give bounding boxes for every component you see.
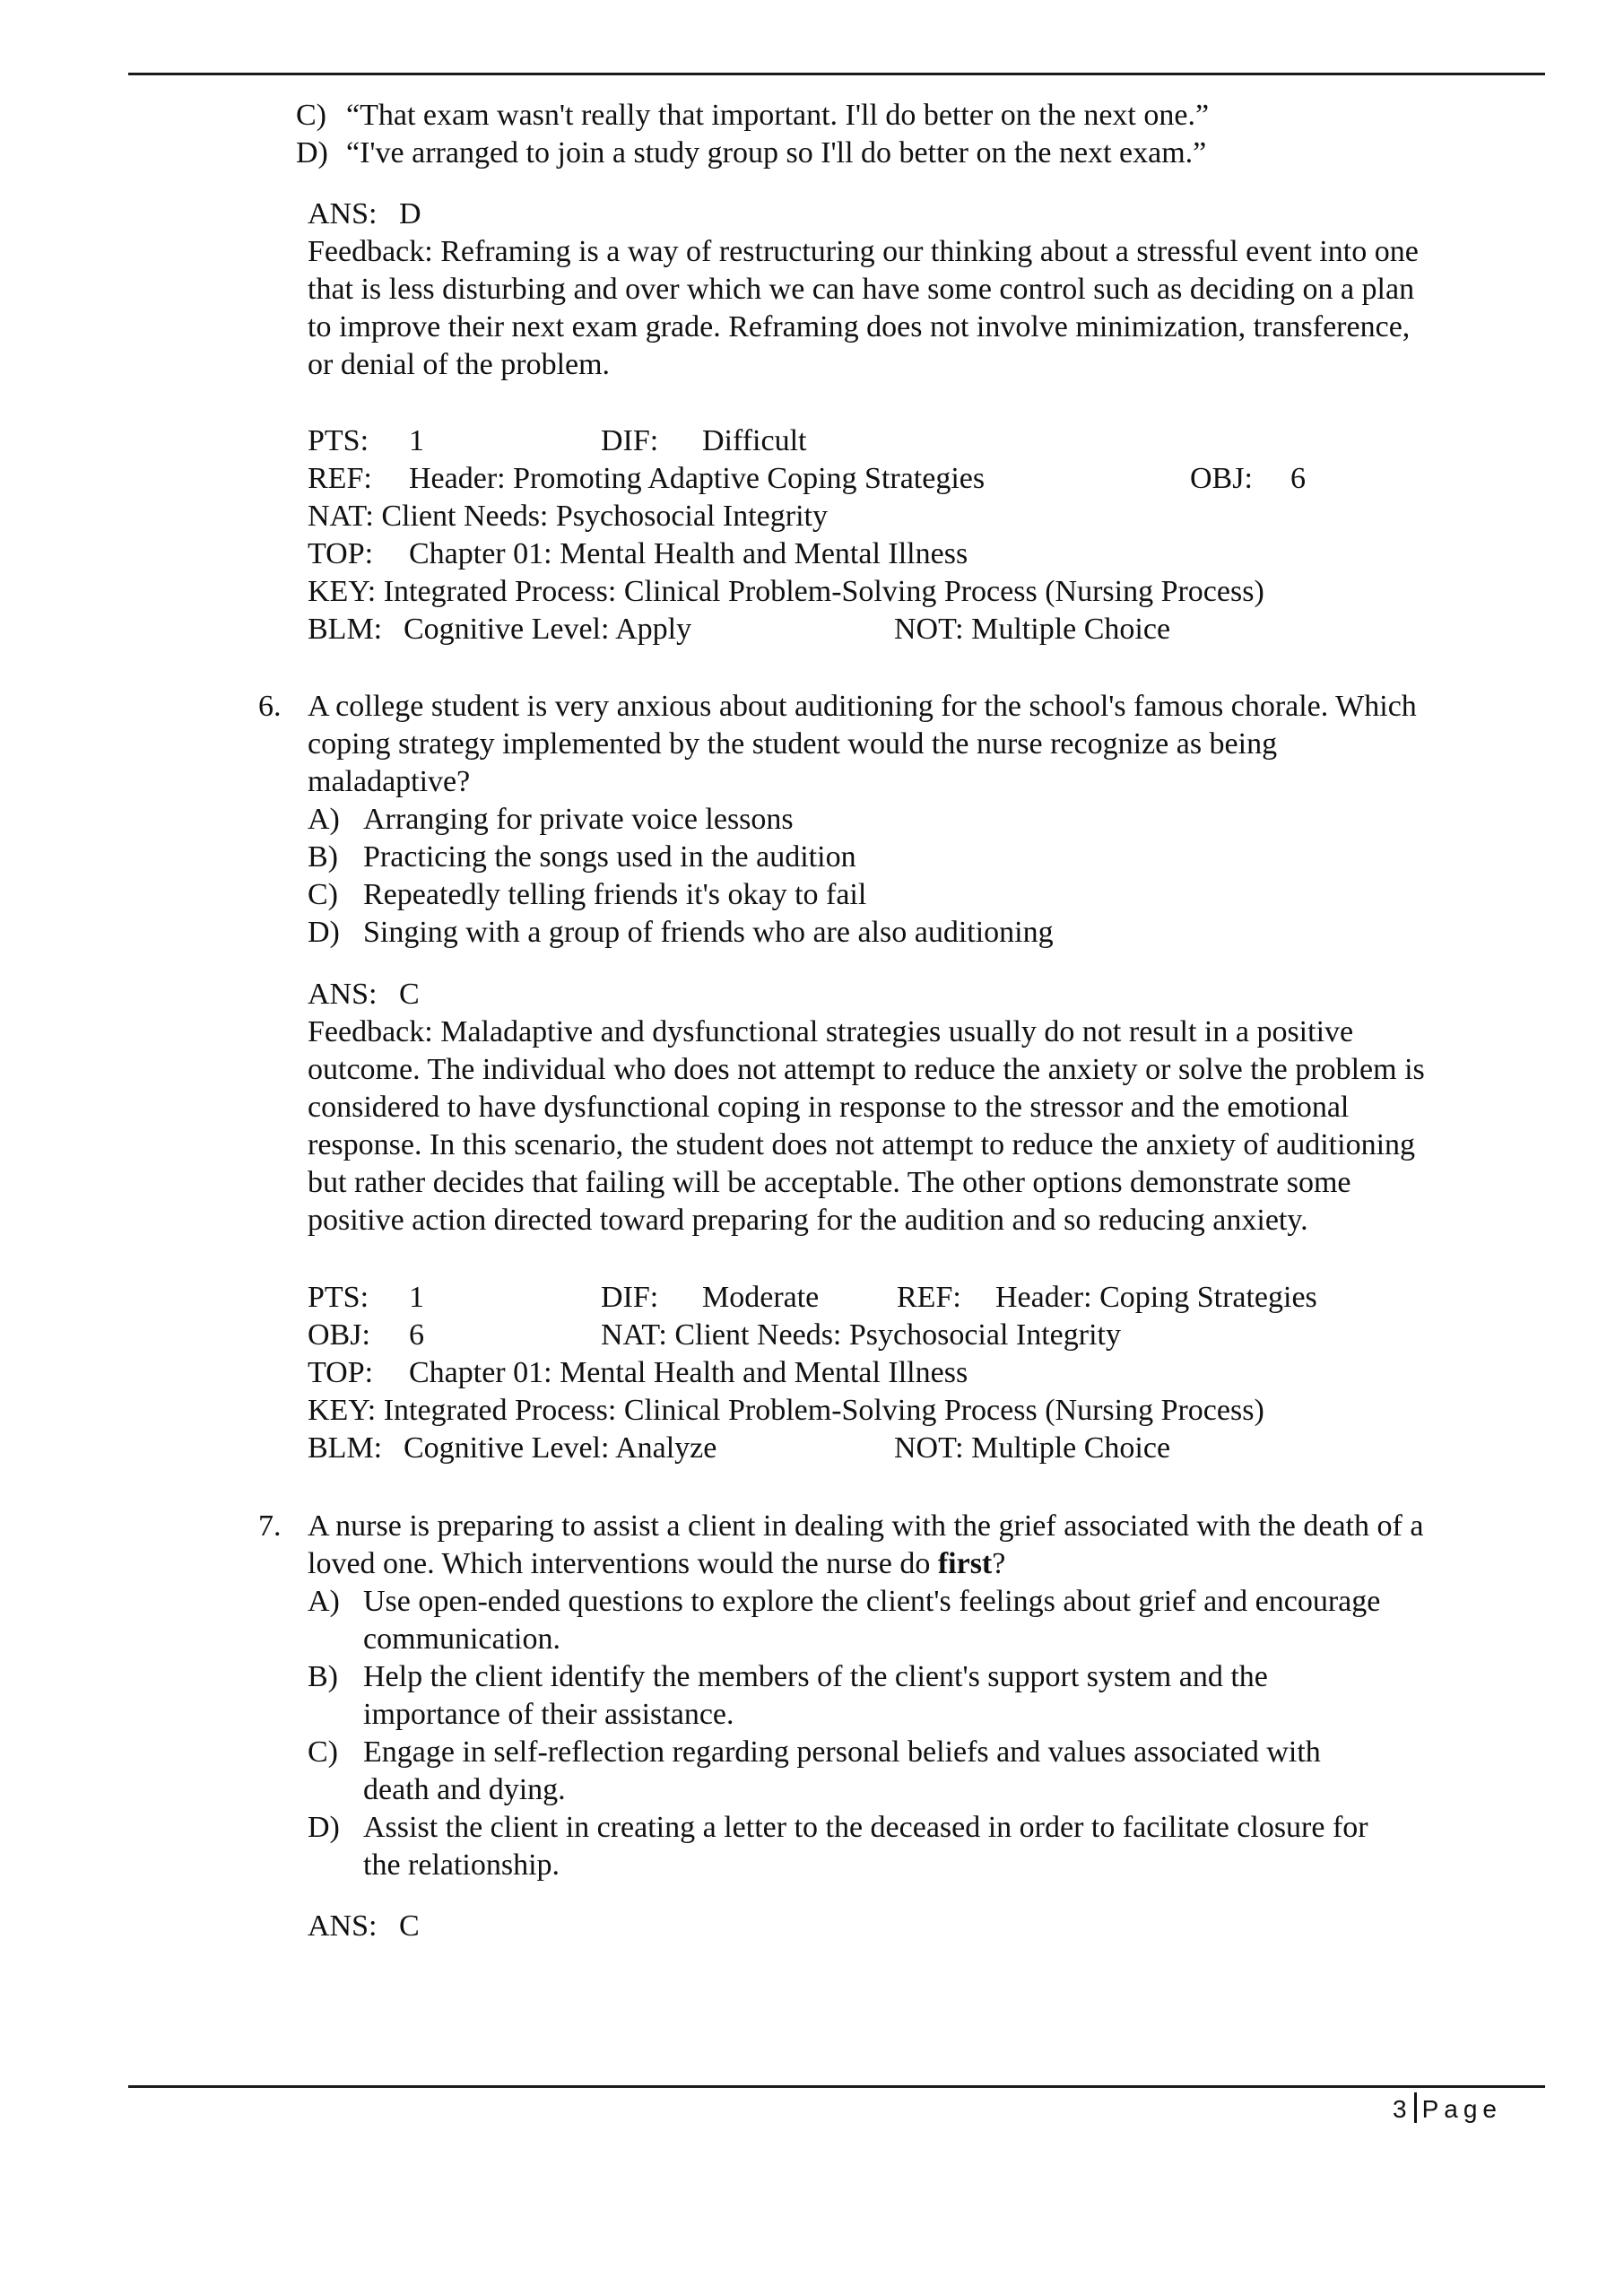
option-text: communication. — [363, 1622, 561, 1656]
option-text: “That exam wasn't really that important. I'll do better on the next one.” — [346, 99, 1210, 132]
meta-top-value: Chapter 01: Mental Health and Mental Illness — [409, 1356, 968, 1389]
page-footer — [1393, 2092, 1502, 2124]
option-letter: B) — [308, 840, 338, 874]
answer-value: C — [399, 1909, 420, 1943]
meta-top-value: Chapter 01: Mental Health and Mental Illness — [409, 537, 968, 570]
option-text: Singing with a group of friends who are also auditioning — [363, 916, 1054, 949]
meta-ref-label: REF: — [897, 1281, 961, 1314]
meta-pts-label: PTS: — [308, 424, 369, 457]
feedback-line: outcome. The individual who does not attempt to reduce the anxiety or solve the problem is — [308, 1053, 1425, 1086]
stem-emphasis: first — [937, 1547, 993, 1580]
answer-value: D — [399, 197, 421, 230]
feedback-line: Feedback: Maladaptive and dysfunctional strategies usually do not result in a positive — [308, 1015, 1354, 1048]
option-text: Repeatedly telling friends it's okay to fail — [363, 878, 867, 911]
option-text: Practicing the songs used in the audition — [363, 840, 856, 874]
question-stem-line: maladaptive? — [308, 765, 471, 798]
option-letter: C) — [308, 1735, 338, 1769]
meta-obj-value: 6 — [409, 1318, 424, 1352]
feedback-line: or denial of the problem. — [308, 348, 611, 381]
option-text: Engage in self-reflection regarding personal beliefs and values associated with — [363, 1735, 1321, 1769]
option-letter: A) — [308, 803, 340, 836]
option-letter: D) — [308, 916, 340, 949]
meta-nat: NAT: Client Needs: Psychosocial Integrity — [601, 1318, 1121, 1352]
question-stem-line — [308, 1545, 1005, 1583]
meta-pts-value: 1 — [409, 424, 424, 457]
meta-not: NOT: Multiple Choice — [894, 1431, 1171, 1465]
meta-key: KEY: Integrated Process: Clinical Problem-Solving Process (Nursing Process) — [308, 575, 1264, 608]
feedback-line: but rather decides that failing will be acceptable. The other options demonstrate some — [308, 1166, 1351, 1199]
page-label: Page — [1421, 2095, 1502, 2123]
question-stem-line: coping strategy implemented by the student would the nurse recognize as being — [308, 727, 1278, 761]
page-number: 3 — [1393, 2095, 1412, 2123]
option-text: importance of their assistance. — [363, 1698, 734, 1731]
option-letter: B) — [308, 1660, 338, 1693]
meta-pts-value: 1 — [409, 1281, 424, 1314]
meta-ref-value: Header: Promoting Adaptive Coping Strategies — [409, 462, 986, 495]
meta-dif-value: Moderate — [702, 1281, 820, 1314]
question-number: 7. — [258, 1509, 282, 1543]
question-stem-line: A nurse is preparing to assist a client in dealing with the grief associated with the death of a — [308, 1509, 1424, 1543]
meta-ref-label: REF: — [308, 462, 372, 495]
answer-label: ANS: — [308, 197, 378, 230]
feedback-line: Feedback: Reframing is a way of restructuring our thinking about a stressful event into one — [308, 235, 1419, 268]
meta-dif-value: Difficult — [702, 424, 807, 457]
meta-ref-value: Header: Coping Strategies — [995, 1281, 1317, 1314]
header-rule — [128, 73, 1545, 75]
answer-value: C — [399, 978, 420, 1011]
answer-label: ANS: — [308, 1909, 378, 1943]
meta-nat: NAT: Client Needs: Psychosocial Integrity — [308, 500, 828, 533]
option-letter: D) — [296, 136, 328, 170]
meta-top-label: TOP: — [308, 537, 374, 570]
stem-text: loved one. Which interventions would the nurse do — [308, 1547, 938, 1580]
option-text: “I've arranged to join a study group so I'll do better on the next exam.” — [346, 136, 1207, 170]
option-letter: A) — [308, 1585, 340, 1618]
option-text: Help the client identify the members of the client's support system and the — [363, 1660, 1268, 1693]
option-text: death and dying. — [363, 1773, 566, 1806]
footer-rule — [128, 2085, 1545, 2088]
feedback-line: considered to have dysfunctional coping in response to the stressor and the emotional — [308, 1091, 1350, 1124]
question-stem-line: A college student is very anxious about auditioning for the school's famous chorale. Which — [308, 690, 1417, 723]
option-text: Use open-ended questions to explore the client's feelings about grief and encourage — [363, 1585, 1381, 1618]
question-number: 6. — [258, 690, 282, 723]
feedback-line: to improve their next exam grade. Reframing does not involve minimization, transference, — [308, 310, 1411, 344]
meta-blm-value: Cognitive Level: Apply — [404, 613, 692, 646]
meta-blm-value: Cognitive Level: Analyze — [404, 1431, 717, 1465]
answer-label: ANS: — [308, 978, 378, 1011]
feedback-line: that is less disturbing and over which we can have some control such as deciding on a plan — [308, 273, 1415, 306]
meta-obj-label: OBJ: — [308, 1318, 370, 1352]
option-letter: C) — [296, 99, 326, 132]
meta-blm-label: BLM: — [308, 613, 383, 646]
page-separator — [1414, 2092, 1417, 2123]
option-letter: C) — [308, 878, 338, 911]
meta-blm-label: BLM: — [308, 1431, 383, 1465]
meta-pts-label: PTS: — [308, 1281, 369, 1314]
meta-top-label: TOP: — [308, 1356, 374, 1389]
meta-key: KEY: Integrated Process: Clinical Problem-Solving Process (Nursing Process) — [308, 1394, 1264, 1427]
feedback-line: response. In this scenario, the student does not attempt to reduce the anxiety of auditioning — [308, 1128, 1416, 1161]
meta-obj-label: OBJ: — [1190, 462, 1253, 495]
option-text: Arranging for private voice lessons — [363, 803, 794, 836]
meta-not: NOT: Multiple Choice — [894, 613, 1171, 646]
option-text: the relationship. — [363, 1848, 560, 1882]
feedback-line: positive action directed toward preparing for the audition and so reducing anxiety. — [308, 1204, 1308, 1237]
meta-dif-label: DIF: — [601, 1281, 659, 1314]
stem-text: ? — [992, 1547, 1006, 1580]
meta-dif-label: DIF: — [601, 424, 659, 457]
option-letter: D) — [308, 1811, 340, 1844]
option-text: Assist the client in creating a letter to the deceased in order to facilitate closure for — [363, 1811, 1368, 1844]
meta-obj-value: 6 — [1290, 462, 1306, 495]
